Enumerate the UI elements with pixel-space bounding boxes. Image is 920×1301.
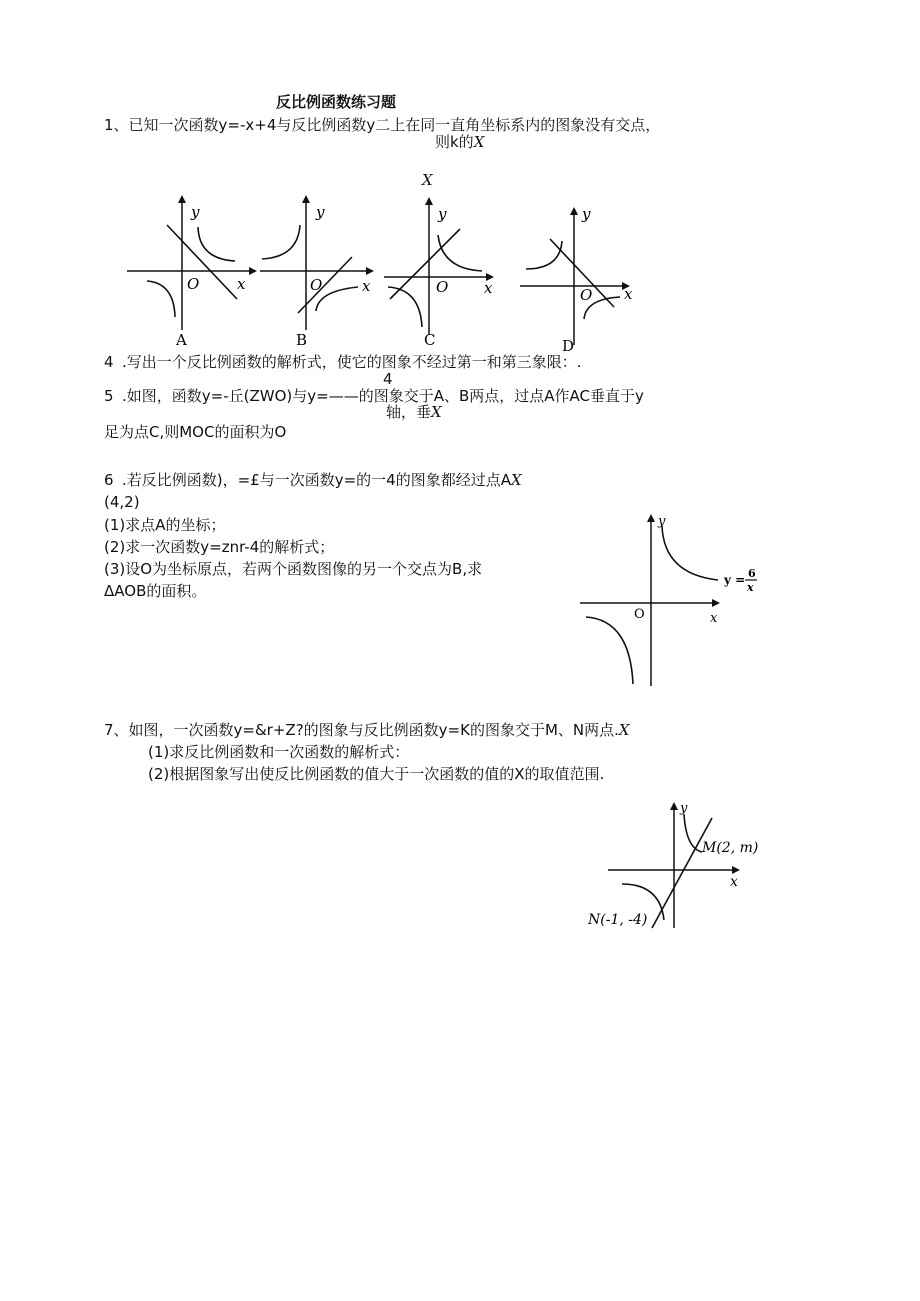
fig6-x-arrow [712, 599, 720, 607]
fig6-curve-1 [662, 526, 718, 580]
graph-b-curve-1 [262, 225, 300, 259]
fig7-y-arrow [670, 802, 678, 810]
q7-var-x: X [618, 721, 630, 739]
figure-q6 [578, 512, 768, 692]
graph-a-curve-2 [147, 281, 175, 317]
q4-number: 4 [104, 353, 114, 371]
fig6-eq-den: x [747, 581, 754, 594]
q1-sub [435, 132, 484, 152]
q5-var-x: X [431, 403, 442, 421]
graph-a-x-arrow [249, 267, 257, 275]
q6-part2: (2)求一次函数y=znr-4的解析式； [104, 538, 335, 556]
fig6-eq-num: 6 [748, 567, 756, 580]
graph-a-y-arrow [178, 195, 186, 203]
graph-b-x-arrow [366, 267, 374, 275]
fig6-y-arrow [647, 514, 655, 522]
fig7-point-m: M(2, m) [702, 840, 759, 856]
q6-part3: (3)设O为坐标原点，若两个函数图像的另一个交点为B,求 [104, 560, 483, 578]
q7-part2: (2)根据图象写出使反比例函数的值大于一次函数的值的X的取值范围. [148, 765, 605, 783]
graph-d [518, 195, 648, 355]
graph-d-y-label: y [582, 205, 591, 223]
fig6-x-label: x [710, 611, 718, 626]
q7-part1: (1)求反比例函数和一次函数的解析式： [148, 743, 410, 761]
q6-part1: (1)求点A的坐标； [104, 516, 226, 534]
fig7-y-label: y [680, 801, 688, 816]
graph-a-caption: A [176, 331, 187, 349]
graph-a-curve-1 [198, 227, 235, 261]
q6-coord: (4,2) [104, 493, 140, 511]
q6-text [122, 470, 522, 490]
q5-fraction-numerator: 4 [383, 370, 393, 388]
graph-c-caption: C [424, 331, 436, 349]
page-title: 反比例函数练习题 [276, 93, 397, 111]
graph-c-y-arrow [425, 197, 433, 205]
graph-a-x-label: x [237, 275, 246, 293]
graph-c-origin: O [436, 278, 449, 296]
q7-text [104, 720, 630, 740]
q1-text: 1、已知一次函数y=-x+4与反比例函数y二上在同一直角坐标系内的图象没有交点， [104, 116, 661, 134]
q5-text: .如图，函数y=-丘(ZWO)与y=——的图象交于A、B两点，过点A作AC垂直于y [122, 387, 644, 405]
q6-var-x: X [510, 471, 522, 489]
fig6-curve-2 [586, 617, 633, 684]
q7-text-main: 7、如图，一次函数y=&r+Z?的图象与反比例函数y=K的图象交于M、N两点. [104, 721, 619, 739]
graph-a-y-label: y [191, 203, 200, 221]
graph-d-origin: O [580, 286, 593, 304]
q6-part4: ΔAOB的面积。 [104, 582, 207, 600]
q5-number: 5 [104, 387, 114, 405]
q1-sub-text: 则k的 [435, 133, 474, 151]
graph-d-x-label: x [624, 285, 633, 303]
fig7-x-arrow [732, 866, 740, 874]
fig6-y-label: y [658, 514, 666, 529]
graph-a-origin: O [187, 275, 200, 293]
fig6-eq-lhs: y = [724, 573, 746, 587]
fig6-origin: O [634, 607, 645, 622]
graph-d-y-arrow [570, 207, 578, 215]
q5-line2: 足为点C,则MOC的面积为O [104, 423, 287, 441]
graph-c-line [390, 229, 460, 299]
graph-c-curve-2 [388, 287, 422, 327]
graph-c-curve-1 [438, 235, 482, 271]
graph-c [382, 195, 512, 350]
q6-text-main: .若反比例函数)，=£与一次函数y=的一4的图象都经过点A [122, 471, 511, 489]
graph-b-y-label: y [316, 203, 325, 221]
fig7-line [652, 818, 712, 928]
q5-sub [386, 402, 442, 422]
q6-number: 6 [104, 471, 114, 489]
graph-c-x-label: x [484, 279, 493, 297]
graph-c-y-label: y [438, 205, 447, 223]
graph-d-caption: D [562, 337, 575, 355]
fig7-x-label: x [730, 874, 738, 890]
figure-q7 [588, 800, 768, 935]
fig7-curve-1 [684, 814, 702, 852]
graph-b-x-label: x [362, 277, 371, 295]
graph-a [125, 195, 255, 350]
graph-b [258, 195, 388, 350]
graph-a-line [167, 225, 237, 299]
q5-sub-text: 轴，垂 [386, 403, 432, 421]
graph-b-origin: O [310, 276, 323, 294]
graph-b-y-arrow [302, 195, 310, 203]
q1-var-x: X [473, 133, 485, 151]
graph-b-caption: B [296, 331, 308, 349]
q1-fraction-x: X [422, 171, 433, 189]
q4-text: .写出一个反比例函数的解析式，使它的图象不经过第一和第三象限：. [122, 353, 582, 371]
fig7-point-n: N(-1, -4) [588, 912, 648, 928]
